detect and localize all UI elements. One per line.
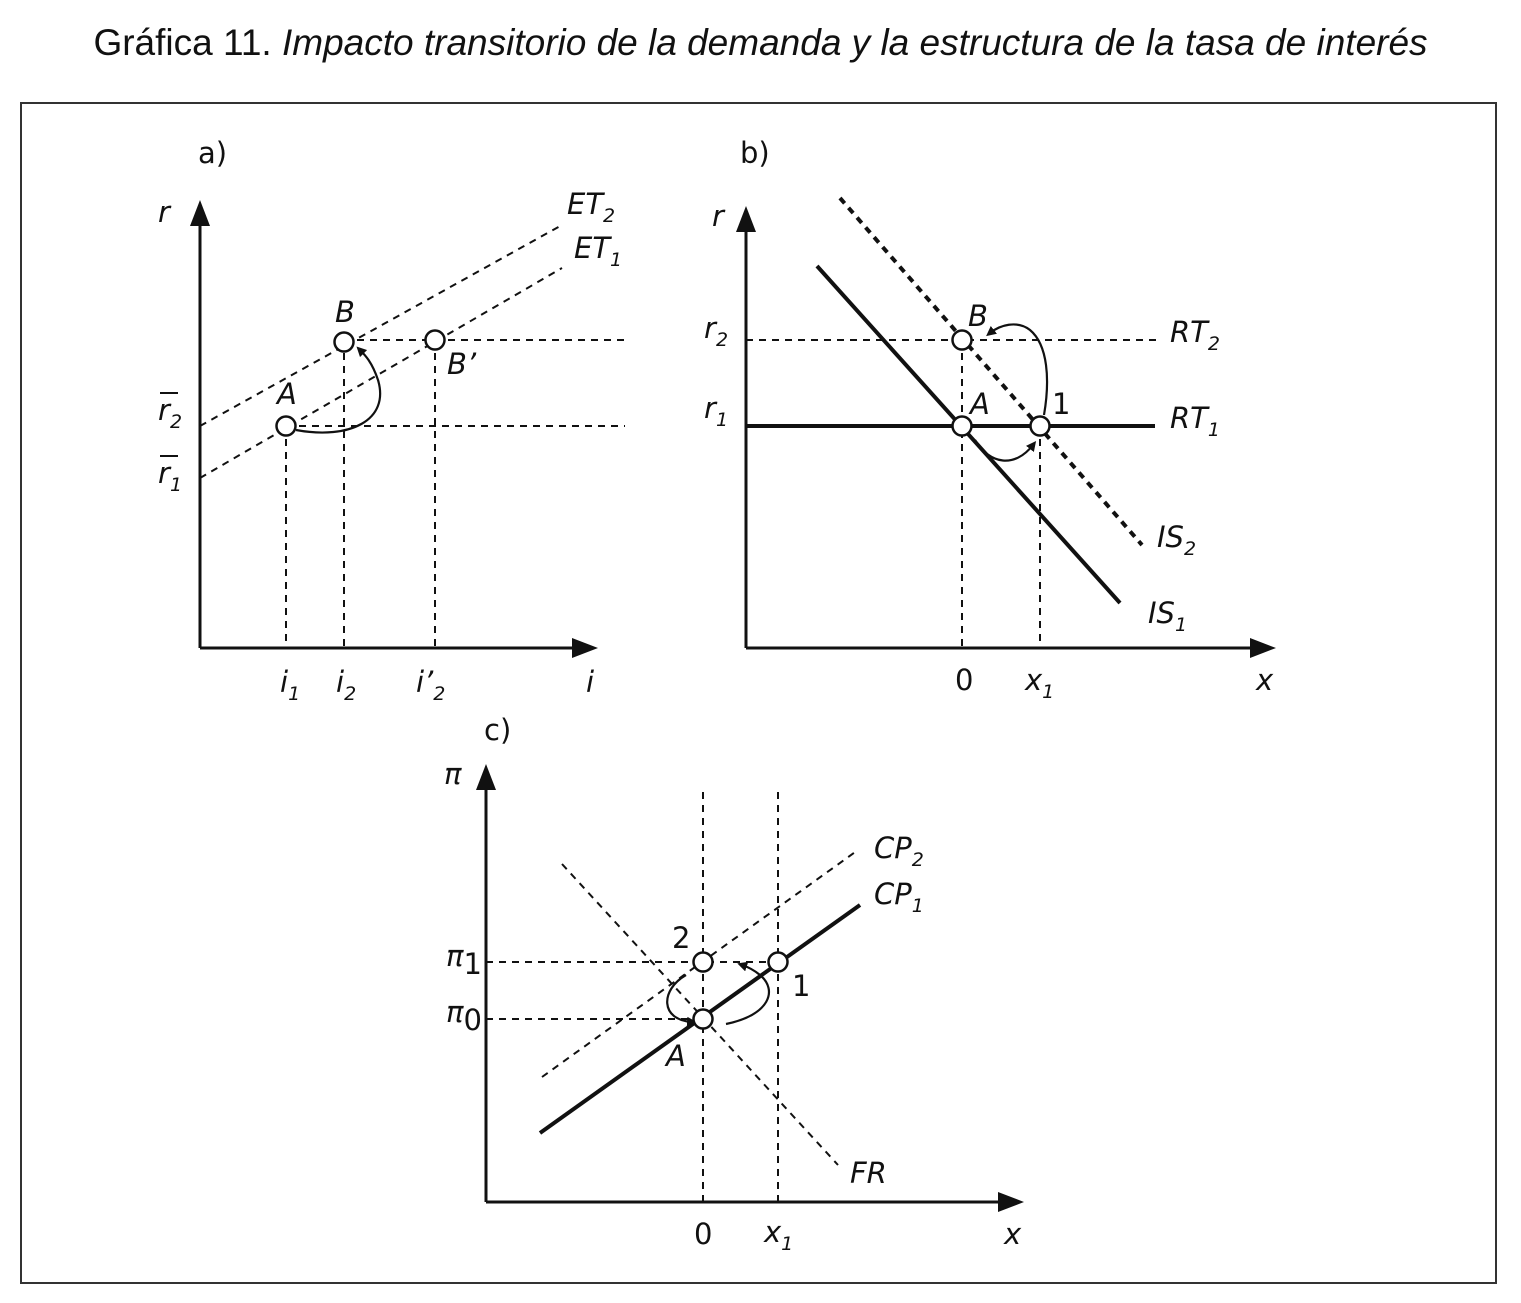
panel-c-label-a: A bbox=[666, 1039, 686, 1073]
panel-b-label-b: B bbox=[968, 299, 988, 333]
panel-c-label: c) bbox=[484, 713, 512, 747]
panel-a-label-a: A bbox=[277, 377, 297, 411]
panel-a-label: a) bbox=[198, 136, 228, 170]
panel-a-x-axis-label: i bbox=[586, 665, 595, 699]
panel-b bbox=[704, 136, 1276, 703]
panel-a-et1-label: $ET_1$ bbox=[574, 231, 623, 271]
panel-a-et1-line bbox=[200, 268, 562, 478]
panel-c-cp2-label: $CP_2$ bbox=[874, 831, 924, 871]
panel-b-label: b) bbox=[740, 136, 770, 170]
panel-a-i2prime-tick: $i’_2$ bbox=[416, 665, 446, 705]
panel-a-point-b-prime bbox=[426, 331, 445, 350]
panel-c-fr-label: FR bbox=[850, 1156, 887, 1190]
panel-b-label-1: 1 bbox=[1052, 387, 1071, 421]
panel-c-zero-tick: 0 bbox=[694, 1217, 713, 1251]
panel-b-r1-tick: $r_1$ bbox=[704, 391, 729, 431]
panel-b-x-axis-label: x bbox=[1256, 663, 1274, 697]
panel-b-zero-tick: 0 bbox=[955, 663, 974, 697]
panel-a-i1-tick: $i_1$ bbox=[280, 665, 301, 705]
panel-a-point-a bbox=[277, 417, 296, 436]
panel-a-y-axis-label: r bbox=[158, 195, 170, 229]
panel-c-pi0-tick: π0 bbox=[446, 995, 482, 1037]
panel-b-x-arrow bbox=[1250, 638, 1276, 658]
panel-b-rt1-label: $RT_1$ bbox=[1170, 401, 1220, 441]
panel-c-point-a bbox=[694, 1010, 713, 1029]
panel-c-label-1: 1 bbox=[792, 969, 811, 1003]
panel-c-x1-tick: $x_1$ bbox=[764, 1215, 794, 1255]
panel-a-label-b: B bbox=[335, 295, 355, 329]
panel-b-arc-a-to-1 bbox=[975, 440, 1033, 461]
panel-a-label-b-prime: B’ bbox=[447, 347, 477, 381]
panel-b-r2-tick: $r_2$ bbox=[704, 311, 729, 351]
panel-c-label-2: 2 bbox=[672, 921, 691, 955]
panel-b-x1-tick: $x_1$ bbox=[1025, 663, 1055, 703]
panel-a bbox=[158, 136, 625, 705]
panel-a-et2-label: $ET_2$ bbox=[567, 187, 616, 227]
panel-b-point-b bbox=[953, 331, 972, 350]
figure-number: Gráfica 11. bbox=[93, 22, 272, 63]
panel-c bbox=[444, 713, 1024, 1255]
panel-a-i2-tick: $i_2$ bbox=[336, 665, 357, 705]
panel-c-x-arrow bbox=[998, 1192, 1024, 1212]
figure-caption: Impacto transitorio de la demanda y la estructura de la tasa de interés bbox=[281, 22, 1428, 63]
panel-c-point-2 bbox=[694, 953, 713, 972]
panel-c-y-arrow bbox=[476, 764, 496, 790]
panel-b-y-arrow bbox=[736, 206, 756, 232]
panel-c-cp1-label: $CP_1$ bbox=[874, 877, 924, 917]
panel-b-rt2-label: $RT_2$ bbox=[1170, 315, 1220, 355]
panel-b-label-a: A bbox=[970, 387, 990, 421]
panel-b-is2-line bbox=[840, 198, 1142, 545]
panel-b-point-a bbox=[953, 417, 972, 436]
panel-c-point-1 bbox=[769, 953, 788, 972]
panel-a-x-arrow bbox=[572, 638, 598, 658]
panel-c-x-axis-label: x bbox=[1004, 1217, 1022, 1251]
panel-a-y-arrow bbox=[190, 200, 210, 226]
panel-a-r2-tick: $r_2$ bbox=[158, 393, 183, 433]
panel-b-y-axis-label: r bbox=[712, 199, 724, 233]
panel-b-arc-1-to-b bbox=[990, 324, 1047, 415]
panel-b-point-1 bbox=[1031, 417, 1050, 436]
panel-c-y-axis-label: π bbox=[444, 757, 462, 791]
panel-a-point-b bbox=[335, 333, 354, 352]
panel-c-pi1-tick: π1 bbox=[446, 939, 482, 981]
panel-b-is1-label: $IS_1$ bbox=[1148, 596, 1188, 636]
panel-a-arc-a-to-b bbox=[296, 350, 380, 433]
panel-a-r1-tick: $r_1$ bbox=[158, 456, 183, 496]
panel-b-is2-label: $IS_2$ bbox=[1157, 520, 1197, 560]
